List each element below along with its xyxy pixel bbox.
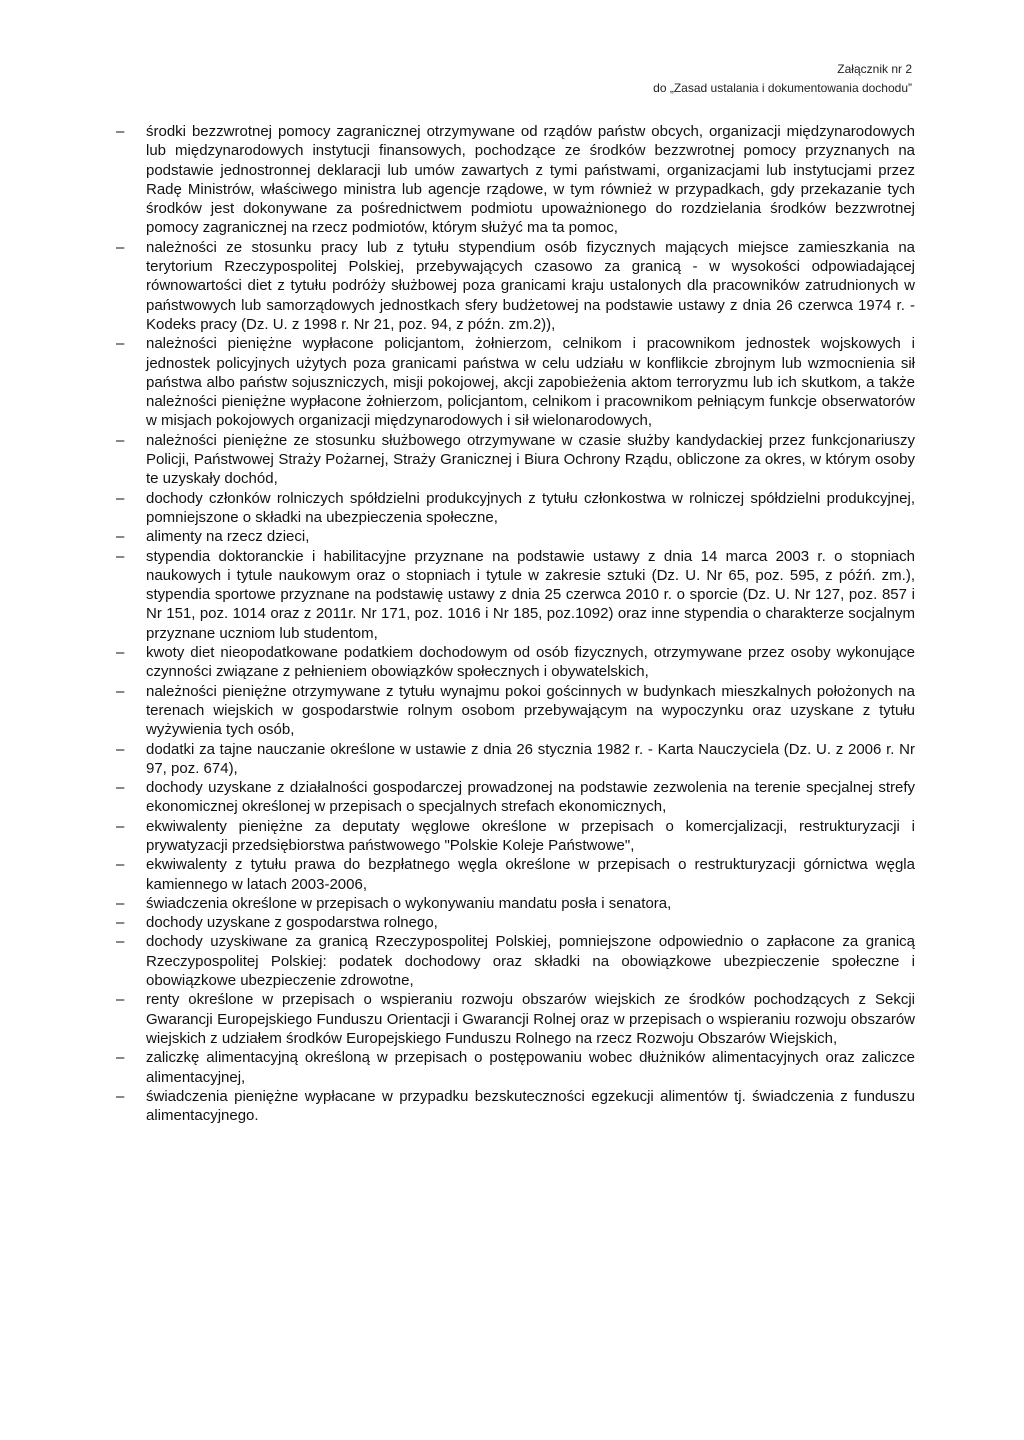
- bullet-dash: –: [116, 991, 125, 1009]
- list-item-text: stypendia doktoranckie i habilitacyjne przyznane na podstawie ustawy z dnia 14 marca 2003 r. o stopniach naukowych i tytule naukowym oraz o stopniach i tytule w zakresie sztuki (Dz. U. Nr 65, poz. 595, z późń. zm.), stypendia sportowe przyznane na podstawię ustawy z dnia 25 czerwca 2010 r. o sporcie (Dz. U. Nr 127, poz. 857 i Nr 151, poz. 1014 oraz z 2011r. Nr 171, poz. 1016 i Nr 185, poz.1092) oraz inne stypendia o charakterze socjalnym przyznane uczniom lub studentom,: [146, 547, 915, 642]
- list-item: [116, 643, 915, 682]
- list-item: [116, 431, 915, 489]
- bullet-dash: –: [116, 1087, 125, 1105]
- list-item: [116, 334, 915, 430]
- list-item: [116, 932, 915, 990]
- bullet-dash: –: [116, 817, 125, 835]
- list-item-text: świadczenia pieniężne wypłacane w przypadku bezskuteczności egzekucji alimentów tj. świadczenia z funduszu alimentacyjnego.: [146, 1087, 915, 1125]
- list-item: [116, 547, 915, 643]
- list-item-text: środki bezzwrotnej pomocy zagranicznej otrzymywane od rządów państw obcych, organizacji międzynarodowych lub międzynarodowych instytucji finansowych, pochodzące ze środków bezzwrotnej pomocy przyznanych na podstawie jednostronnej deklaracji lub umów zawartych z tymi państwami, organizacjami lub instytucjami przez Radę Ministrów, właściwego ministra lub agencje rządowe, w tym również w przypadkach, gdy przekazanie tych środków jest dokonywane za pośrednictwem podmiotu upoważnionego do rozdzielania środków bezzwrotnej pomocy zagranicznej na rzecz podmiotów, którym służyć ma ta pomoc,: [146, 123, 915, 237]
- list-item-text: należności ze stosunku pracy lub z tytułu stypendium osób fizycznych mających miejsce zamieszkania na terytorium Rzeczypospolitej Polskiej, przebywających czasowo za granicą - w wysokości odpowiadającej równowartości diet z tytułu podróży służbowej poza granicami kraju ustalonych dla pracowników zatrudnionych w państwowych lub samorządowych jednostkach sfery budżetowej na podstawie ustawy z dnia 26 czerwca 1974 r. - Kodeks pracy (Dz. U. z 1998 r. Nr 21, poz. 94, z późn. zm.2)),: [146, 238, 915, 333]
- bullet-dash: –: [116, 682, 125, 700]
- document-body: [116, 122, 915, 1125]
- bullet-dash: –: [116, 894, 125, 912]
- list-item: [116, 1087, 915, 1126]
- bullet-dash: –: [116, 933, 125, 951]
- bullet-dash: –: [116, 123, 125, 140]
- bullet-dash: –: [116, 856, 125, 874]
- bullet-dash: –: [116, 431, 125, 449]
- attachment-reference: do „Zasad ustalania i dokumentowania dochodu”: [653, 81, 912, 95]
- list-item-text: należności pieniężne otrzymywane z tytułu wynajmu pokoi gościnnych w budynkach mieszkalnych położonych na terenach wiejskich w gospodarstwie rolnym osobom przebywającym na wypoczynku oraz uzyskane z tytułu wyżywienia tych osób,: [146, 682, 915, 739]
- bullet-dash: –: [116, 740, 125, 758]
- list-item-text: dodatki za tajne nauczanie określone w ustawie z dnia 26 stycznia 1982 r. - Karta Nauczyciela (Dz. U. z 2006 r. Nr 97, poz. 674),: [146, 740, 915, 777]
- list-item-text: alimenty na rzecz dzieci,: [146, 528, 310, 546]
- list-item: [116, 855, 915, 894]
- list-item: [116, 122, 915, 238]
- bullet-dash: –: [116, 528, 125, 546]
- list-item: [116, 817, 915, 856]
- attachment-number: Załącznik nr 2: [837, 62, 912, 76]
- list-item-text: dochody uzyskane z działalności gospodarczej prowadzonej na podstawie zezwolenia na terenie specjalnej strefy ekonomicznej określonej w przepisach o specjalnych strefach ekonomicznych,: [146, 779, 915, 816]
- list-item: [116, 1048, 915, 1087]
- bullet-dash: –: [116, 238, 125, 256]
- list-item: [116, 740, 915, 779]
- list-item-text: ekwiwalenty z tytułu prawa do bezpłatnego węgla określone w przepisach o restrukturyzacji górnictwa węgla kamiennego w latach 2003-2006,: [146, 856, 915, 893]
- list-item: [116, 894, 915, 913]
- bullet-dash: –: [116, 489, 125, 507]
- list-item-text: należności pieniężne ze stosunku służbowego otrzymywane w czasie służby kandydackiej przez funkcjonariuszy Policji, Państwowej Straży Pożarnej, Straży Granicznej i Biura Ochrony Rządu, obliczone za okres, w którym osoby te uzyskały dochód,: [146, 431, 915, 488]
- list-item-text: dochody uzyskane z gospodarstwa rolnego,: [146, 914, 438, 932]
- list-item-text: dochody uzyskiwane za granicą Rzeczypospolitej Polskiej, pomniejszone odpowiednio o zapłacone za granicą Rzeczypospolitej Polskiej: podatek dochodowy oraz składki na obowiązkowe ubezpieczenie społeczne i obowiązkowe ubezpieczenie zdrowotne,: [146, 933, 915, 990]
- list-item: [116, 682, 915, 740]
- list-item: [116, 238, 915, 334]
- list-item: [116, 527, 915, 546]
- bullet-dash: –: [116, 547, 125, 565]
- list-item-text: ekwiwalenty pieniężne za deputaty węglowe określone w przepisach o komercjalizacji, restrukturyzacji i prywatyzacji przedsiębiorstwa państwowego "Polskie Koleje Państwowe",: [146, 817, 915, 854]
- bullet-dash: –: [116, 1049, 125, 1067]
- list-item: [116, 990, 915, 1048]
- list-item: [116, 913, 915, 932]
- document-header: [653, 60, 912, 98]
- bullet-dash: –: [116, 779, 125, 797]
- income-list: [116, 122, 915, 1125]
- bullet-dash: –: [116, 644, 125, 662]
- list-item-text: kwoty diet nieopodatkowane podatkiem dochodowym od osób fizycznych, otrzymywane przez osoby wykonujące czynności związane z pełnieniem obowiązków społecznych i obywatelskich,: [146, 644, 915, 681]
- list-item: [116, 489, 915, 528]
- list-item-text: świadczenia określone w przepisach o wykonywaniu mandatu posła i senatora,: [146, 894, 672, 912]
- list-item: [116, 778, 915, 817]
- list-item-text: zaliczkę alimentacyjną określoną w przepisach o postępowaniu wobec dłużników alimentacyjnych oraz zaliczce alimentacyjnej,: [146, 1049, 915, 1086]
- list-item-text: dochody członków rolniczych spółdzielni produkcyjnych z tytułu członkostwa w rolniczej spółdzielni produkcyjnej, pomniejszone o składki na ubezpieczenia społeczne,: [146, 489, 915, 526]
- list-item-text: renty określone w przepisach o wspieraniu rozwoju obszarów wiejskich ze środków pochodzących z Sekcji Gwarancji Europejskiego Funduszu Orientacji i Gwarancji Rolnej oraz w przepisach o wspieraniu rozwoju obszarów wiejskich z udziałem środków Europejskiego Funduszu Rolnego na rzecz Rozwoju Obszarów Wiejskich,: [146, 991, 915, 1047]
- bullet-dash: –: [116, 335, 125, 353]
- list-item-text: należności pieniężne wypłacone policjantom, żołnierzom, celnikom i pracownikom jednostek wojskowych i jednostek policyjnych użytych poza granicami państwa w celu udziału w konflikcie zbrojnym lub wzmocnienia sił państwa albo państw sojuszniczych, misji pokojowej, akcji zapobieżenia aktom terroryzmu lub ich skutkom, a także należności pieniężne wypłacone żołnierzom, policjantom, celnikom i pracownikom pełniącym funkcje obserwatorów w misjach pokojowych organizacji międzynarodowych i sił wielonarodowych,: [146, 335, 915, 430]
- bullet-dash: –: [116, 914, 125, 932]
